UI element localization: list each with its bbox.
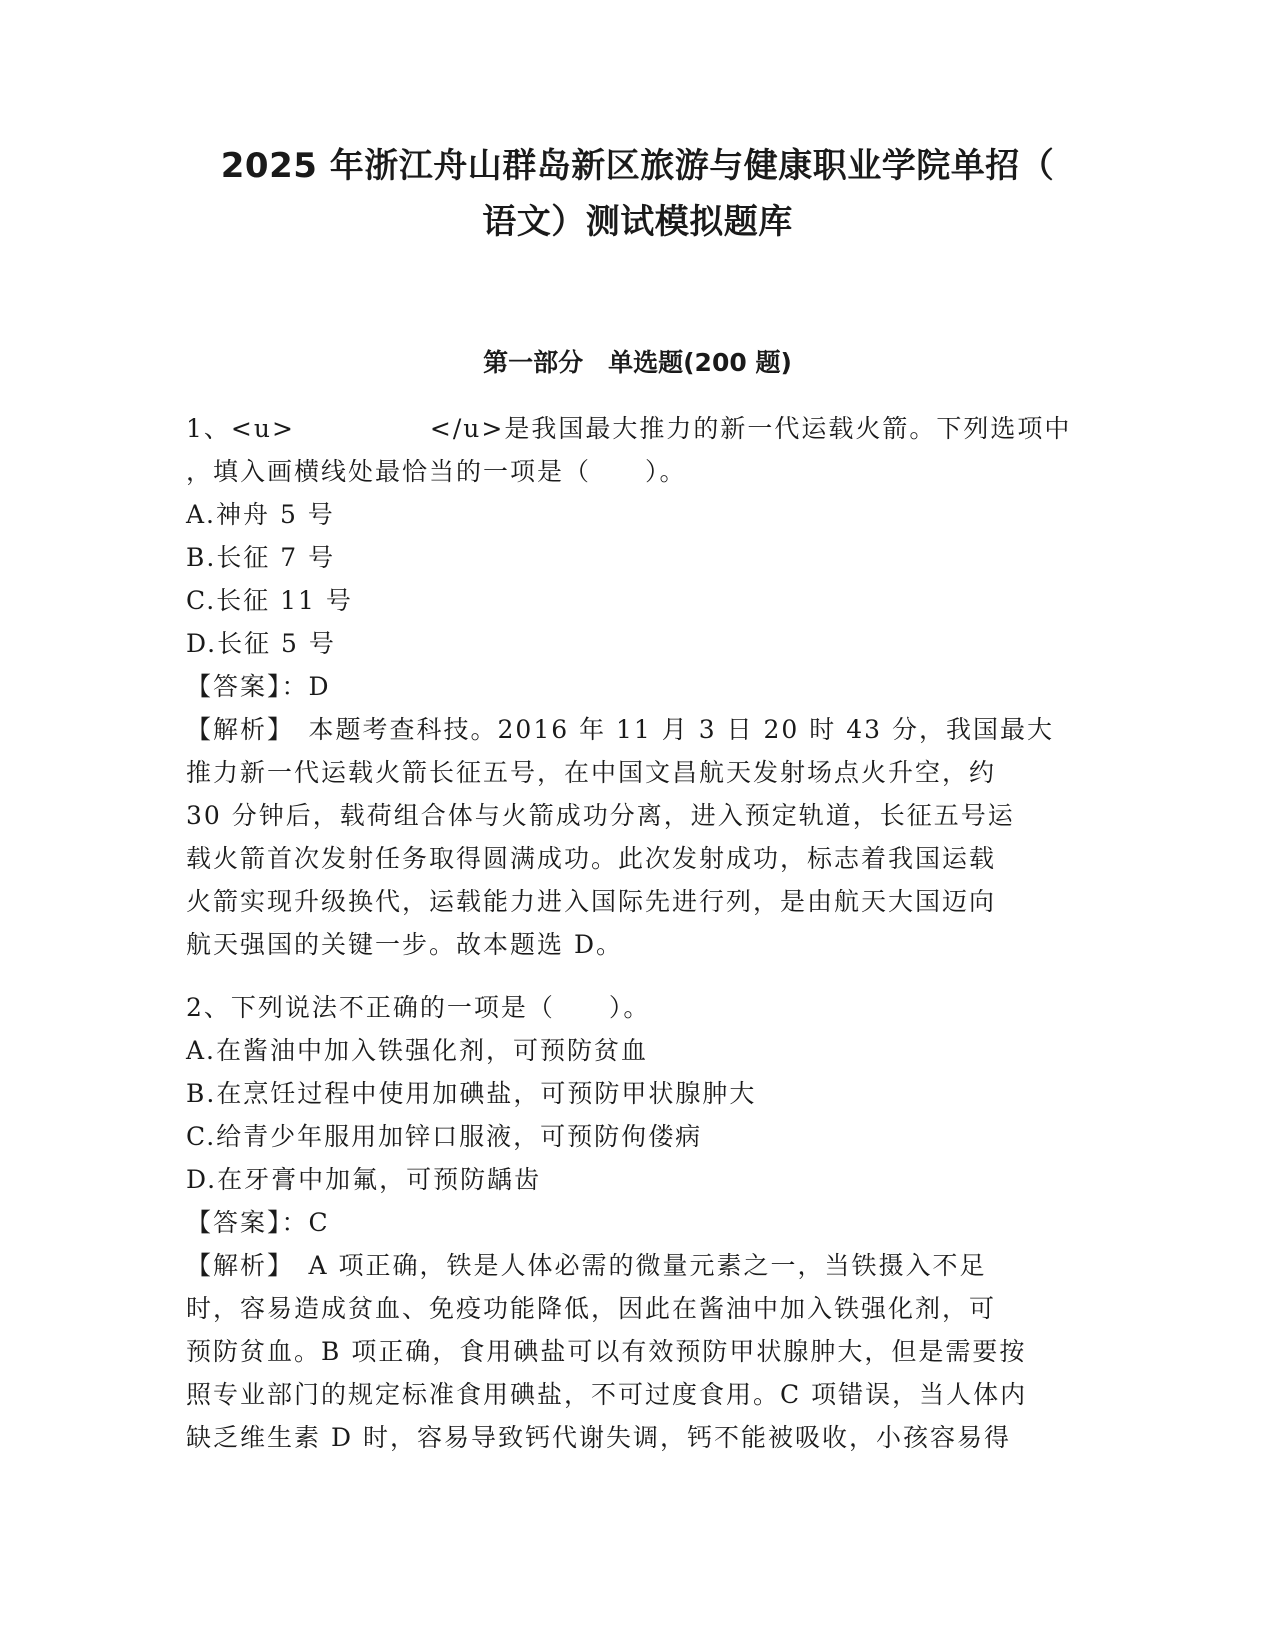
option-b: B.在烹饪过程中使用加碘盐，可预防甲状腺肿大 bbox=[186, 1079, 757, 1108]
question-stem-line: ，填入画横线处最恰当的一项是（ ）。 bbox=[186, 457, 687, 486]
question-separator bbox=[186, 966, 1086, 986]
option-d: D.长征 5 号 bbox=[186, 629, 336, 658]
answer-line: 【答案】：C bbox=[186, 1208, 330, 1237]
analysis-line: 载火箭首次发射任务取得圆满成功。此次发射成功，标志着我国运载 bbox=[186, 844, 997, 873]
option-a: A.在酱油中加入铁强化剂，可预防贫血 bbox=[186, 1036, 649, 1065]
question-1 bbox=[186, 407, 1086, 966]
question-list bbox=[186, 407, 1086, 1459]
option-a: A.神舟 5 号 bbox=[186, 500, 335, 529]
analysis-line: 30 分钟后，载荷组合体与火箭成功分离，进入预定轨道，长征五号运 bbox=[186, 801, 1015, 830]
analysis-line: 缺乏维生素 D 时，容易导致钙代谢失调，钙不能被吸收，小孩容易得 bbox=[186, 1423, 1011, 1452]
title-line-1: 2025 年浙江舟山群岛新区旅游与健康职业学院单招（ bbox=[220, 146, 1055, 186]
option-c: C.长征 11 号 bbox=[186, 586, 353, 615]
answer-line: 【答案】：D bbox=[186, 672, 331, 701]
option-d: D.在牙膏中加氟，可预防龋齿 bbox=[186, 1165, 542, 1194]
analysis-line: 预防贫血。B 项正确，食用碘盐可以有效预防甲状腺肿大，但是需要按 bbox=[186, 1337, 1027, 1366]
analysis-line: 航天强国的关键一步。故本题选 D。 bbox=[186, 930, 623, 959]
analysis-line: 【解析】 本题考查科技。2016 年 11 月 3 日 20 时 43 分，我国最大 bbox=[186, 715, 1054, 744]
question-2 bbox=[186, 986, 1086, 1459]
option-c: C.给青少年服用加锌口服液，可预防佝偻病 bbox=[186, 1122, 703, 1151]
analysis-line: 【解析】 A 项正确，铁是人体必需的微量元素之一，当铁摄入不足 bbox=[186, 1251, 987, 1280]
question-stem-line: 2、下列说法不正确的一项是（ ）。 bbox=[186, 993, 651, 1022]
analysis-line: 火箭实现升级换代，运载能力进入国际先进行列，是由航天大国迈向 bbox=[186, 887, 997, 916]
analysis-line: 时，容易造成贫血、免疫功能降低，因此在酱油中加入铁强化剂，可 bbox=[186, 1294, 997, 1323]
document-title bbox=[150, 138, 1125, 250]
option-b: B.长征 7 号 bbox=[186, 543, 336, 572]
analysis-line: 照专业部门的规定标准食用碘盐，不可过度食用。C 项错误，当人体内 bbox=[186, 1380, 1028, 1409]
analysis-line: 推力新一代运载火箭长征五号，在中国文昌航天发射场点火升空，约 bbox=[186, 758, 997, 787]
section-heading: 第一部分 单选题(200 题) bbox=[483, 348, 792, 377]
question-stem-line: 1、<u> </u>是我国最大推力的新一代运载火箭。下列选项中 bbox=[186, 414, 1072, 443]
title-line-2: 语文）测试模拟题库 bbox=[482, 202, 793, 242]
